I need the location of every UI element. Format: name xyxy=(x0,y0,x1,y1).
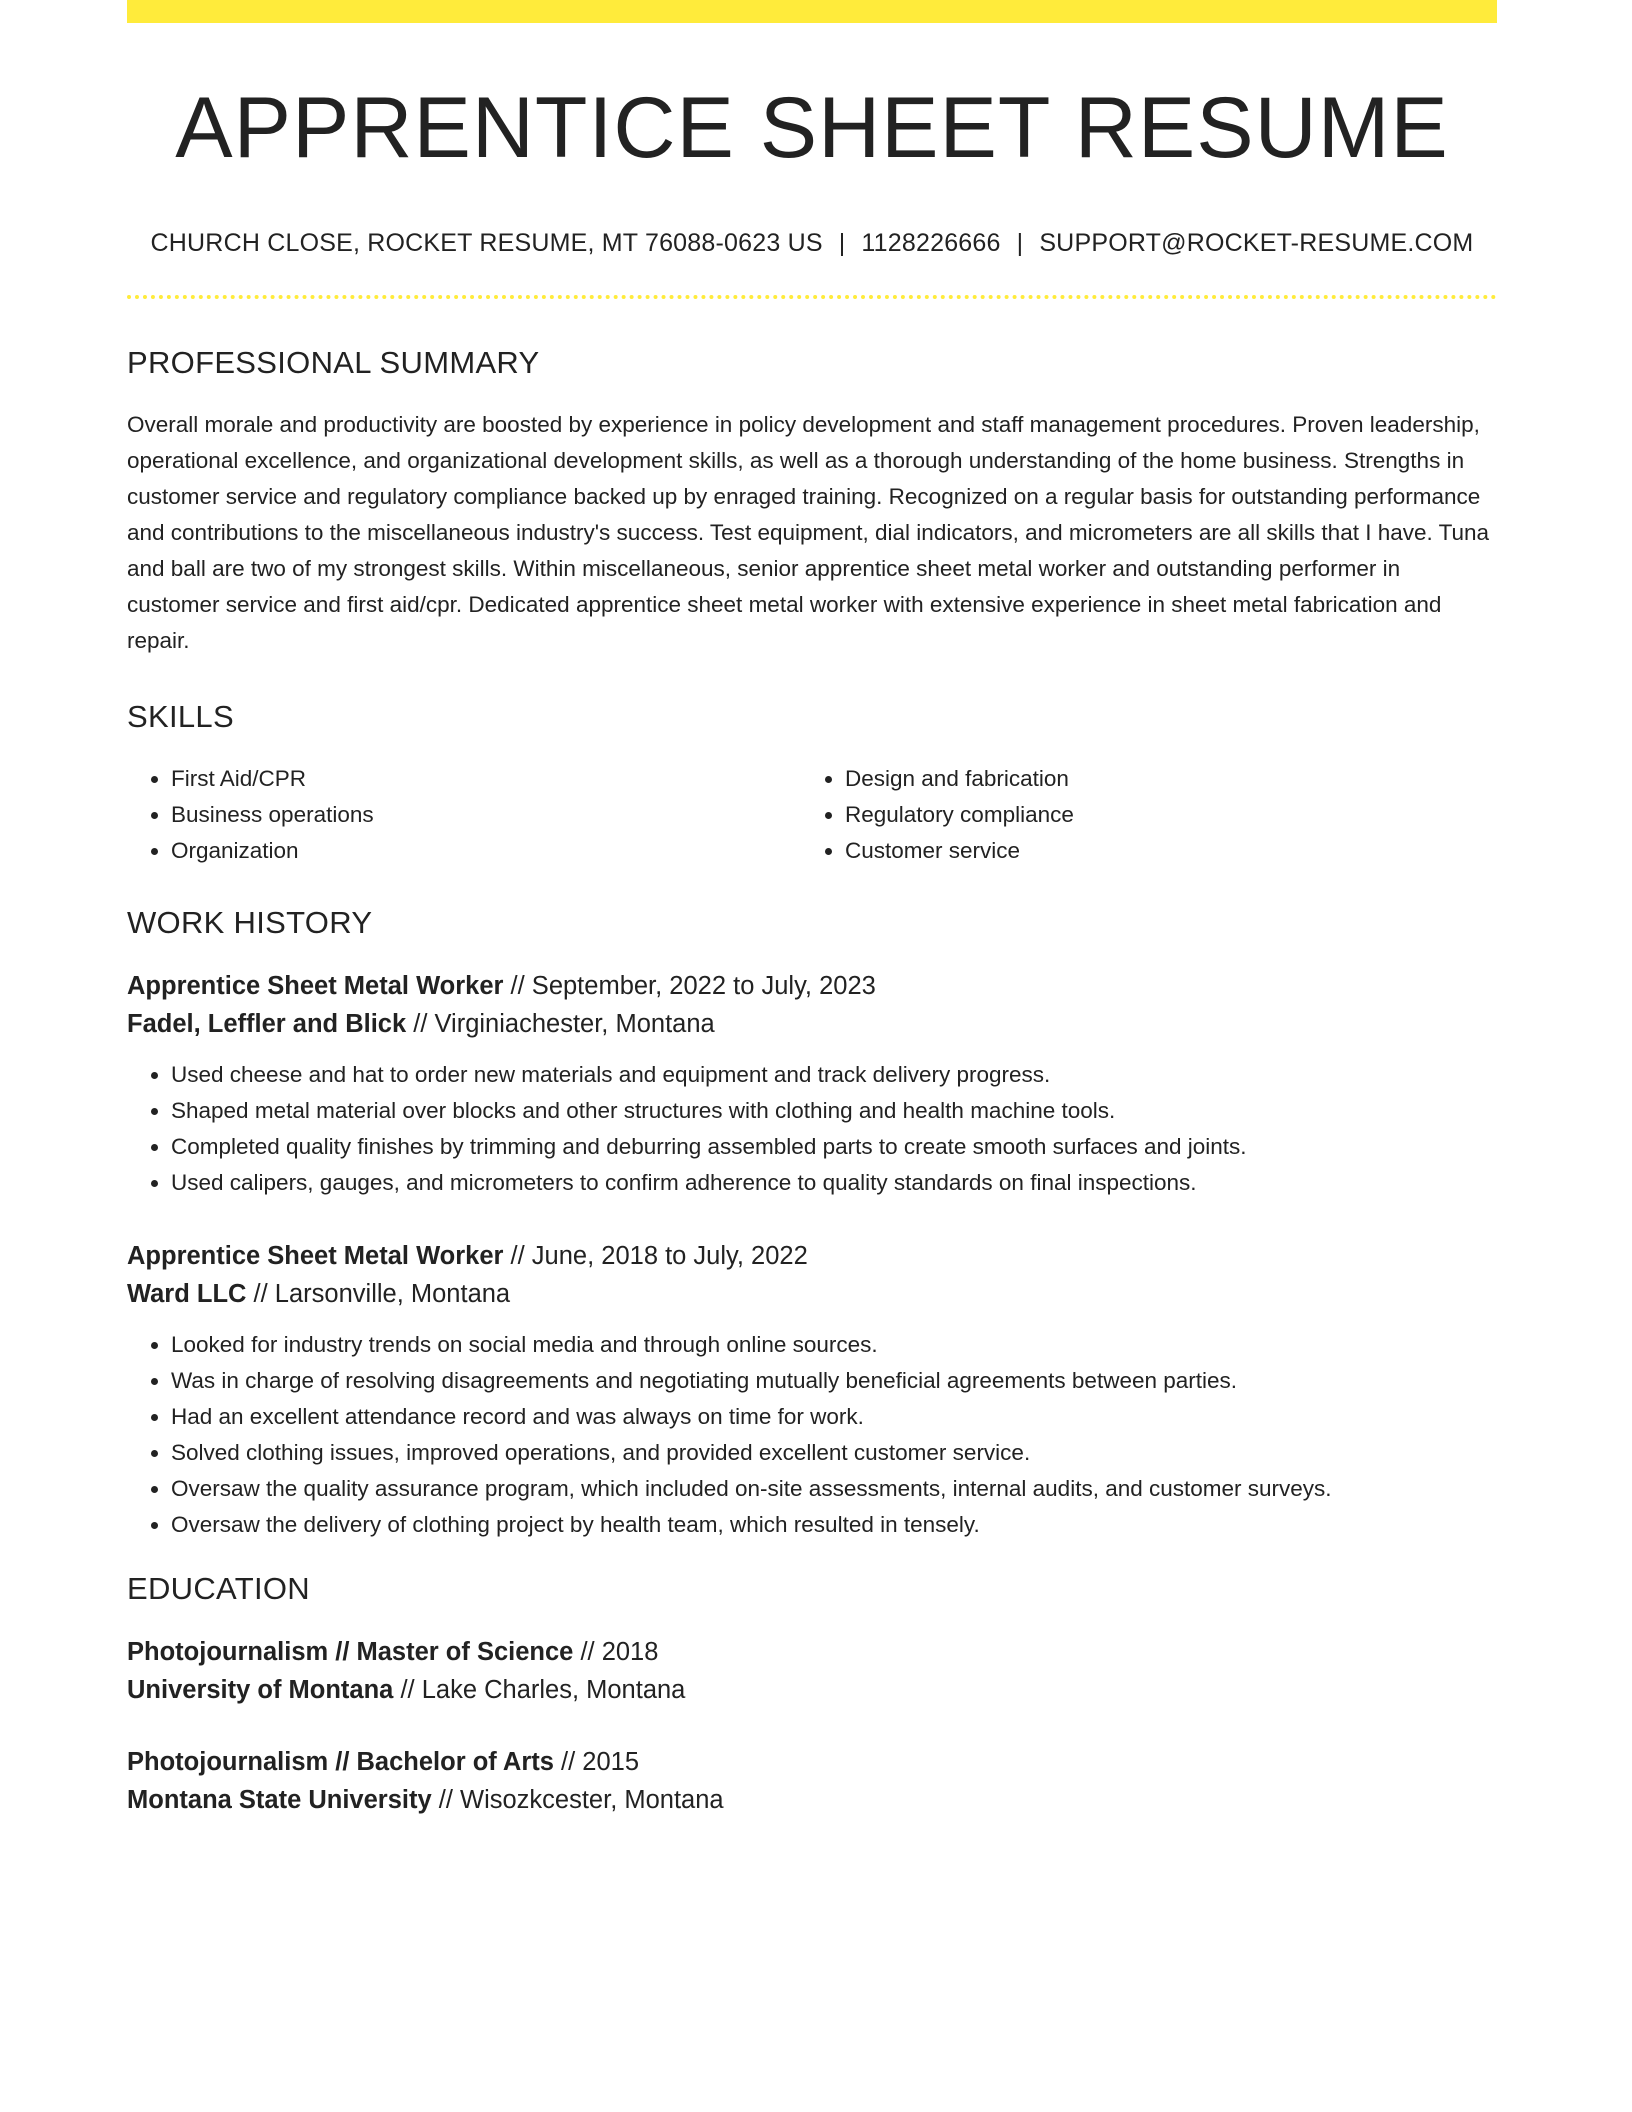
work-history-heading: WORK HISTORY xyxy=(127,905,373,941)
job-role: Apprentice Sheet Metal Worker xyxy=(127,1242,504,1271)
education-entry xyxy=(127,1743,1497,1819)
skill-item: • Business operations xyxy=(171,797,801,833)
education-location: // Wisozkcester, Montana xyxy=(431,1786,724,1815)
skill-item: • First Aid/CPR xyxy=(171,761,801,797)
skill-item: • Organization xyxy=(171,833,801,869)
skill-item: • Design and fabrication xyxy=(845,761,1475,797)
education-degree-line xyxy=(127,1743,1497,1781)
job-role: Apprentice Sheet Metal Worker xyxy=(127,972,504,1001)
job-location: // Larsonville, Montana xyxy=(246,1280,511,1309)
accent-top-bar xyxy=(127,0,1497,23)
contact-line xyxy=(127,229,1497,258)
job-company: Fadel, Leffler and Blick xyxy=(127,1010,407,1039)
education-school-line xyxy=(127,1671,1497,1709)
education-degree: Photojournalism // Bachelor of Arts xyxy=(127,1748,554,1777)
job-location: // Virginiachester, Montana xyxy=(406,1010,715,1039)
job-bullet: • Oversaw the delivery of clothing project by health team, which resulted in tensely. xyxy=(171,1507,1497,1543)
summary-heading: PROFESSIONAL SUMMARY xyxy=(127,345,540,381)
education-heading: EDUCATION xyxy=(127,1571,310,1607)
skills-columns xyxy=(127,761,1497,869)
contact-separator: | xyxy=(1016,229,1024,258)
job-entry xyxy=(127,967,1497,1201)
job-bullet: • Shaped metal material over blocks and other structures with clothing and health machine tools. xyxy=(171,1093,1497,1129)
skill-item: • Customer service xyxy=(845,833,1475,869)
job-dates: // September, 2022 to July, 2023 xyxy=(503,972,876,1001)
education-entry xyxy=(127,1633,1497,1709)
job-bullets xyxy=(127,1327,1497,1543)
job-bullet: • Looked for industry trends on social media and through online sources. xyxy=(171,1327,1497,1363)
job-bullet: • Had an excellent attendance record and was always on time for work. xyxy=(171,1399,1497,1435)
job-company-line xyxy=(127,1005,1497,1043)
job-company-line xyxy=(127,1275,1497,1313)
contact-separator: | xyxy=(838,229,846,258)
job-entry xyxy=(127,1237,1497,1543)
summary-paragraph: Overall morale and productivity are boosted by experience in policy development and staff management procedures. Proven leadership, operational excellence, and organizational development skills, as well as a thorough understanding of the home business. Strengths in customer service and regulatory compliance backed up by enraged training. Recognized on a regular basis for outstanding performance and contributions to the miscellaneous industry's success. Test equipment, dial indicators, and micrometers are all skills that I have. Tuna and ball are two of my strongest skills. Within miscellaneous, senior apprentice sheet metal worker and outstanding performer in customer service and first aid/cpr. Dedicated apprentice sheet metal worker with extensive experience in sheet metal fabrication and repair. xyxy=(127,412,1490,654)
job-bullet: • Oversaw the quality assurance program, which included on-site assessments, internal audits, and customer surveys. xyxy=(171,1471,1497,1507)
job-bullet: • Was in charge of resolving disagreements and negotiating mutually beneficial agreements between parties. xyxy=(171,1363,1497,1399)
resume-page xyxy=(127,0,1497,1819)
education-school-line xyxy=(127,1781,1497,1819)
education-degree-line xyxy=(127,1633,1497,1671)
resume-title: APPRENTICE SHEET RESUME xyxy=(175,80,1449,176)
job-bullet: • Used cheese and hat to order new materials and equipment and track delivery progress. xyxy=(171,1057,1497,1093)
education-school: Montana State University xyxy=(127,1786,432,1815)
job-title-line xyxy=(127,967,1497,1005)
skill-item: • Regulatory compliance xyxy=(845,797,1475,833)
skills-heading: SKILLS xyxy=(127,699,234,735)
job-bullet: • Solved clothing issues, improved operations, and provided excellent customer service. xyxy=(171,1435,1497,1471)
skills-list-left xyxy=(127,761,801,869)
skills-list-right xyxy=(801,761,1475,869)
education-location: // Lake Charles, Montana xyxy=(393,1676,686,1705)
education-year: // 2015 xyxy=(553,1748,640,1777)
job-bullets xyxy=(127,1057,1497,1201)
dotted-divider xyxy=(127,295,1497,299)
education-year: // 2018 xyxy=(573,1638,659,1667)
job-bullet: • Completed quality finishes by trimming and deburring assembled parts to create smooth surfaces and joints. xyxy=(171,1129,1497,1165)
education-school: University of Montana xyxy=(127,1676,394,1705)
contact-phone: 1128226666 xyxy=(861,229,1001,258)
job-bullet: • Used calipers, gauges, and micrometers to confirm adherence to quality standards on final inspections. xyxy=(171,1165,1497,1201)
job-company: Ward LLC xyxy=(127,1280,247,1309)
education-degree: Photojournalism // Master of Science xyxy=(127,1638,574,1667)
job-dates: // June, 2018 to July, 2022 xyxy=(503,1242,808,1271)
job-title-line xyxy=(127,1237,1497,1275)
contact-address: CHURCH CLOSE, ROCKET RESUME, MT 76088-0623 US xyxy=(150,229,823,258)
contact-email: SUPPORT@ROCKET-RESUME.COM xyxy=(1039,229,1474,258)
